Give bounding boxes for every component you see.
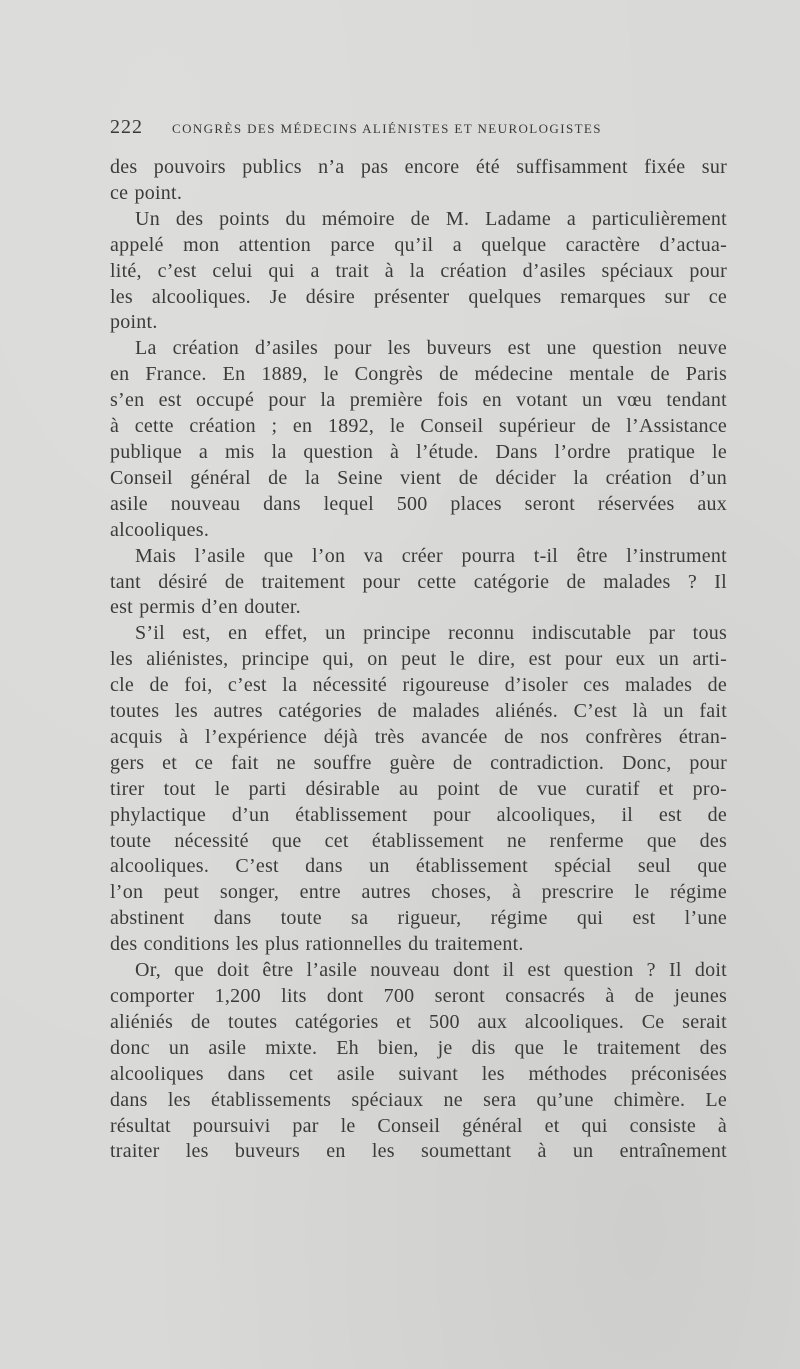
text-line: en France. En 1889, le Congrès de médecine mentale de Paris xyxy=(110,363,727,386)
text-line: toutes les autres catégories de malades aliénés. C’est là un fait xyxy=(110,700,727,723)
text-line: lité, c’est celui qui a trait à la création d’asiles spéciaux pour xyxy=(110,259,727,282)
text-line: La création d’asiles pour les buveurs est une question neuve xyxy=(135,337,727,360)
text-line: les alcooliques. Je désire présenter quelques remarques sur ce xyxy=(110,285,727,308)
running-head-title: CONGRÈS DES MÉDECINS ALIÉNISTES ET NEUROLOGISTES xyxy=(172,121,602,136)
text-line: publique a mis la question à l’étude. Dans l’ordre pratique le xyxy=(110,440,727,463)
text-line: S’il est, en effet, un principe reconnu indiscutable par tous xyxy=(135,622,727,645)
text-line: tant désiré de traitement pour cette catégorie de malades ? Il xyxy=(110,570,727,593)
text-line: tirer tout le parti désirable au point de vue curatif et pro- xyxy=(110,777,727,800)
text-line: asile nouveau dans lequel 500 places seront réservées aux xyxy=(110,492,727,515)
text-line: des conditions les plus rationnelles du traitement. xyxy=(110,933,524,956)
text-line: toute nécessité que cet établissement ne renferme que des xyxy=(110,829,727,852)
text-line: traiter les buveurs en les soumettant à un entraînement xyxy=(110,1140,727,1163)
text-line: comporter 1,200 lits dont 700 seront consacrés à de jeunes xyxy=(110,985,727,1007)
text-line: donc un asile mixte. Eh bien, je dis que le traitement des xyxy=(110,1036,727,1059)
text-line: alcooliques. xyxy=(110,518,210,541)
text-line: abstinent dans toute sa rigueur, régime qui est l’une xyxy=(110,907,727,930)
page-number: 222 xyxy=(110,116,143,138)
text-line: des pouvoirs publics n’a pas encore été suffisamment fixée sur xyxy=(110,156,727,178)
text-line: alcooliques dans cet asile suivant les méthodes préconisées xyxy=(110,1062,727,1085)
text-line: aliéniés de toutes catégories et 500 aux alcooliques. Ce serait xyxy=(110,1010,727,1033)
text-line: acquis à l’expérience déjà très avancée de nos confrères étran- xyxy=(110,725,727,748)
text-line: est permis d’en douter. xyxy=(110,596,301,619)
text-line: résultat poursuivi par le Conseil général et qui consiste à xyxy=(110,1114,727,1137)
text-line: Un des points du mémoire de M. Ladame a particulièrement xyxy=(135,207,727,230)
text-line: Or, que doit être l’asile nouveau dont il est question ? Il doit xyxy=(135,959,727,982)
text-line: Mais l’asile que l’on va créer pourra t-il être l’instrument xyxy=(135,544,727,567)
text-line: Conseil général de la Seine vient de décider la création d’un xyxy=(110,466,727,489)
text-line: gers et ce fait ne souffre guère de contradiction. Donc, pour xyxy=(110,751,727,774)
body-text xyxy=(110,155,727,1165)
running-head xyxy=(110,116,730,138)
text-line: phylactique d’un établissement pour alcooliques, il est de xyxy=(110,803,727,826)
text-line: point. xyxy=(110,311,158,334)
text-line: appelé mon attention parce qu’il a quelque caractère d’actua- xyxy=(110,233,727,256)
text-line: dans les établissements spéciaux ne sera qu’une chimère. Le xyxy=(110,1088,727,1111)
text-line: s’en est occupé pour la première fois en votant un vœu tendant xyxy=(110,389,727,412)
text-line: les aliénistes, principe qui, on peut le dire, est pour eux un arti- xyxy=(110,648,727,671)
text-line: à cette création ; en 1892, le Conseil supérieur de l’Assistance xyxy=(110,415,727,438)
text-line: ce point. xyxy=(110,181,183,204)
text-line: alcooliques. C’est dans un établissement spécial seul que xyxy=(110,855,727,878)
text-line: l’on peut songer, entre autres choses, à prescrire le régime xyxy=(110,881,727,904)
text-line: cle de foi, c’est la nécessité rigoureuse d’isoler ces malades de xyxy=(110,674,727,697)
